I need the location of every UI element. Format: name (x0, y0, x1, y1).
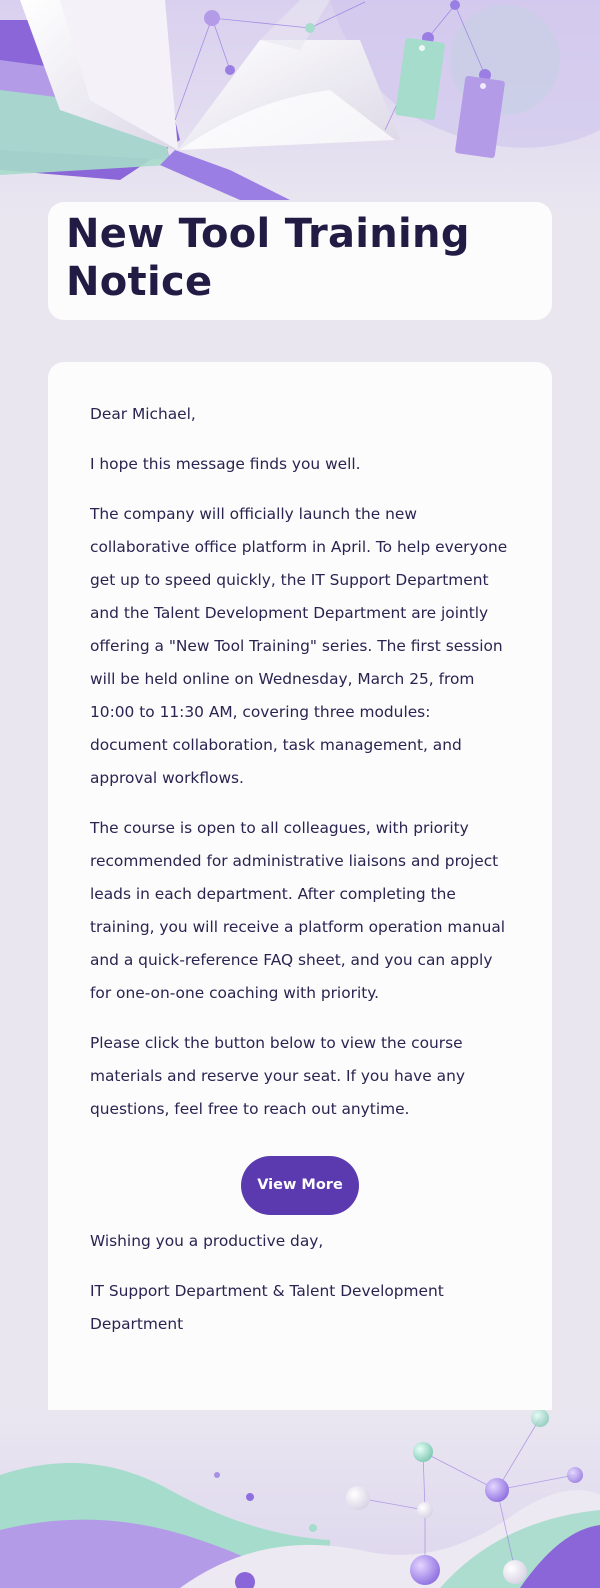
footer-illustration (0, 1410, 600, 1588)
intro-text: I hope this message finds you well. (90, 455, 361, 473)
cta-wrapper (90, 1156, 510, 1215)
greeting: Dear Michael, (90, 405, 196, 423)
email-body-card (48, 362, 552, 1429)
paragraph-call-to-action: Please click the button below to view the course materials and reserve your seat. If you have any questions, feel free to reach out anytime. (90, 1034, 465, 1118)
email-title: New Tool Training Notice (66, 211, 470, 305)
header-illustration (0, 0, 600, 215)
view-more-button[interactable]: View More (241, 1156, 359, 1215)
title-card (48, 202, 552, 320)
open-book-illustration (0, 0, 600, 215)
paragraph-eligibility: The course is open to all colleagues, with priority recommended for administrative liaisons and project leads in each department. After completing the training, you will receive a platform operation manual and a quick-reference FAQ sheet, and you can apply for one-on-one coaching with priority. (90, 819, 506, 1002)
molecule-wave-illustration (0, 1410, 600, 1588)
signature: IT Support Department & Talent Development Department (90, 1282, 444, 1333)
paragraph-launch-details: The company will officially launch the new collaborative office platform in April. To help everyone get up to speed quickly, the IT Support Department and the Talent Development Department are jointly offering a "New Tool Training" series. The first session will be held online on Wednesday, March 25, from 10:00 to 11:30 AM, covering three modules: document collaboration, task management, and approval workflows. (90, 505, 508, 787)
closing-line: Wishing you a productive day, (90, 1232, 324, 1250)
